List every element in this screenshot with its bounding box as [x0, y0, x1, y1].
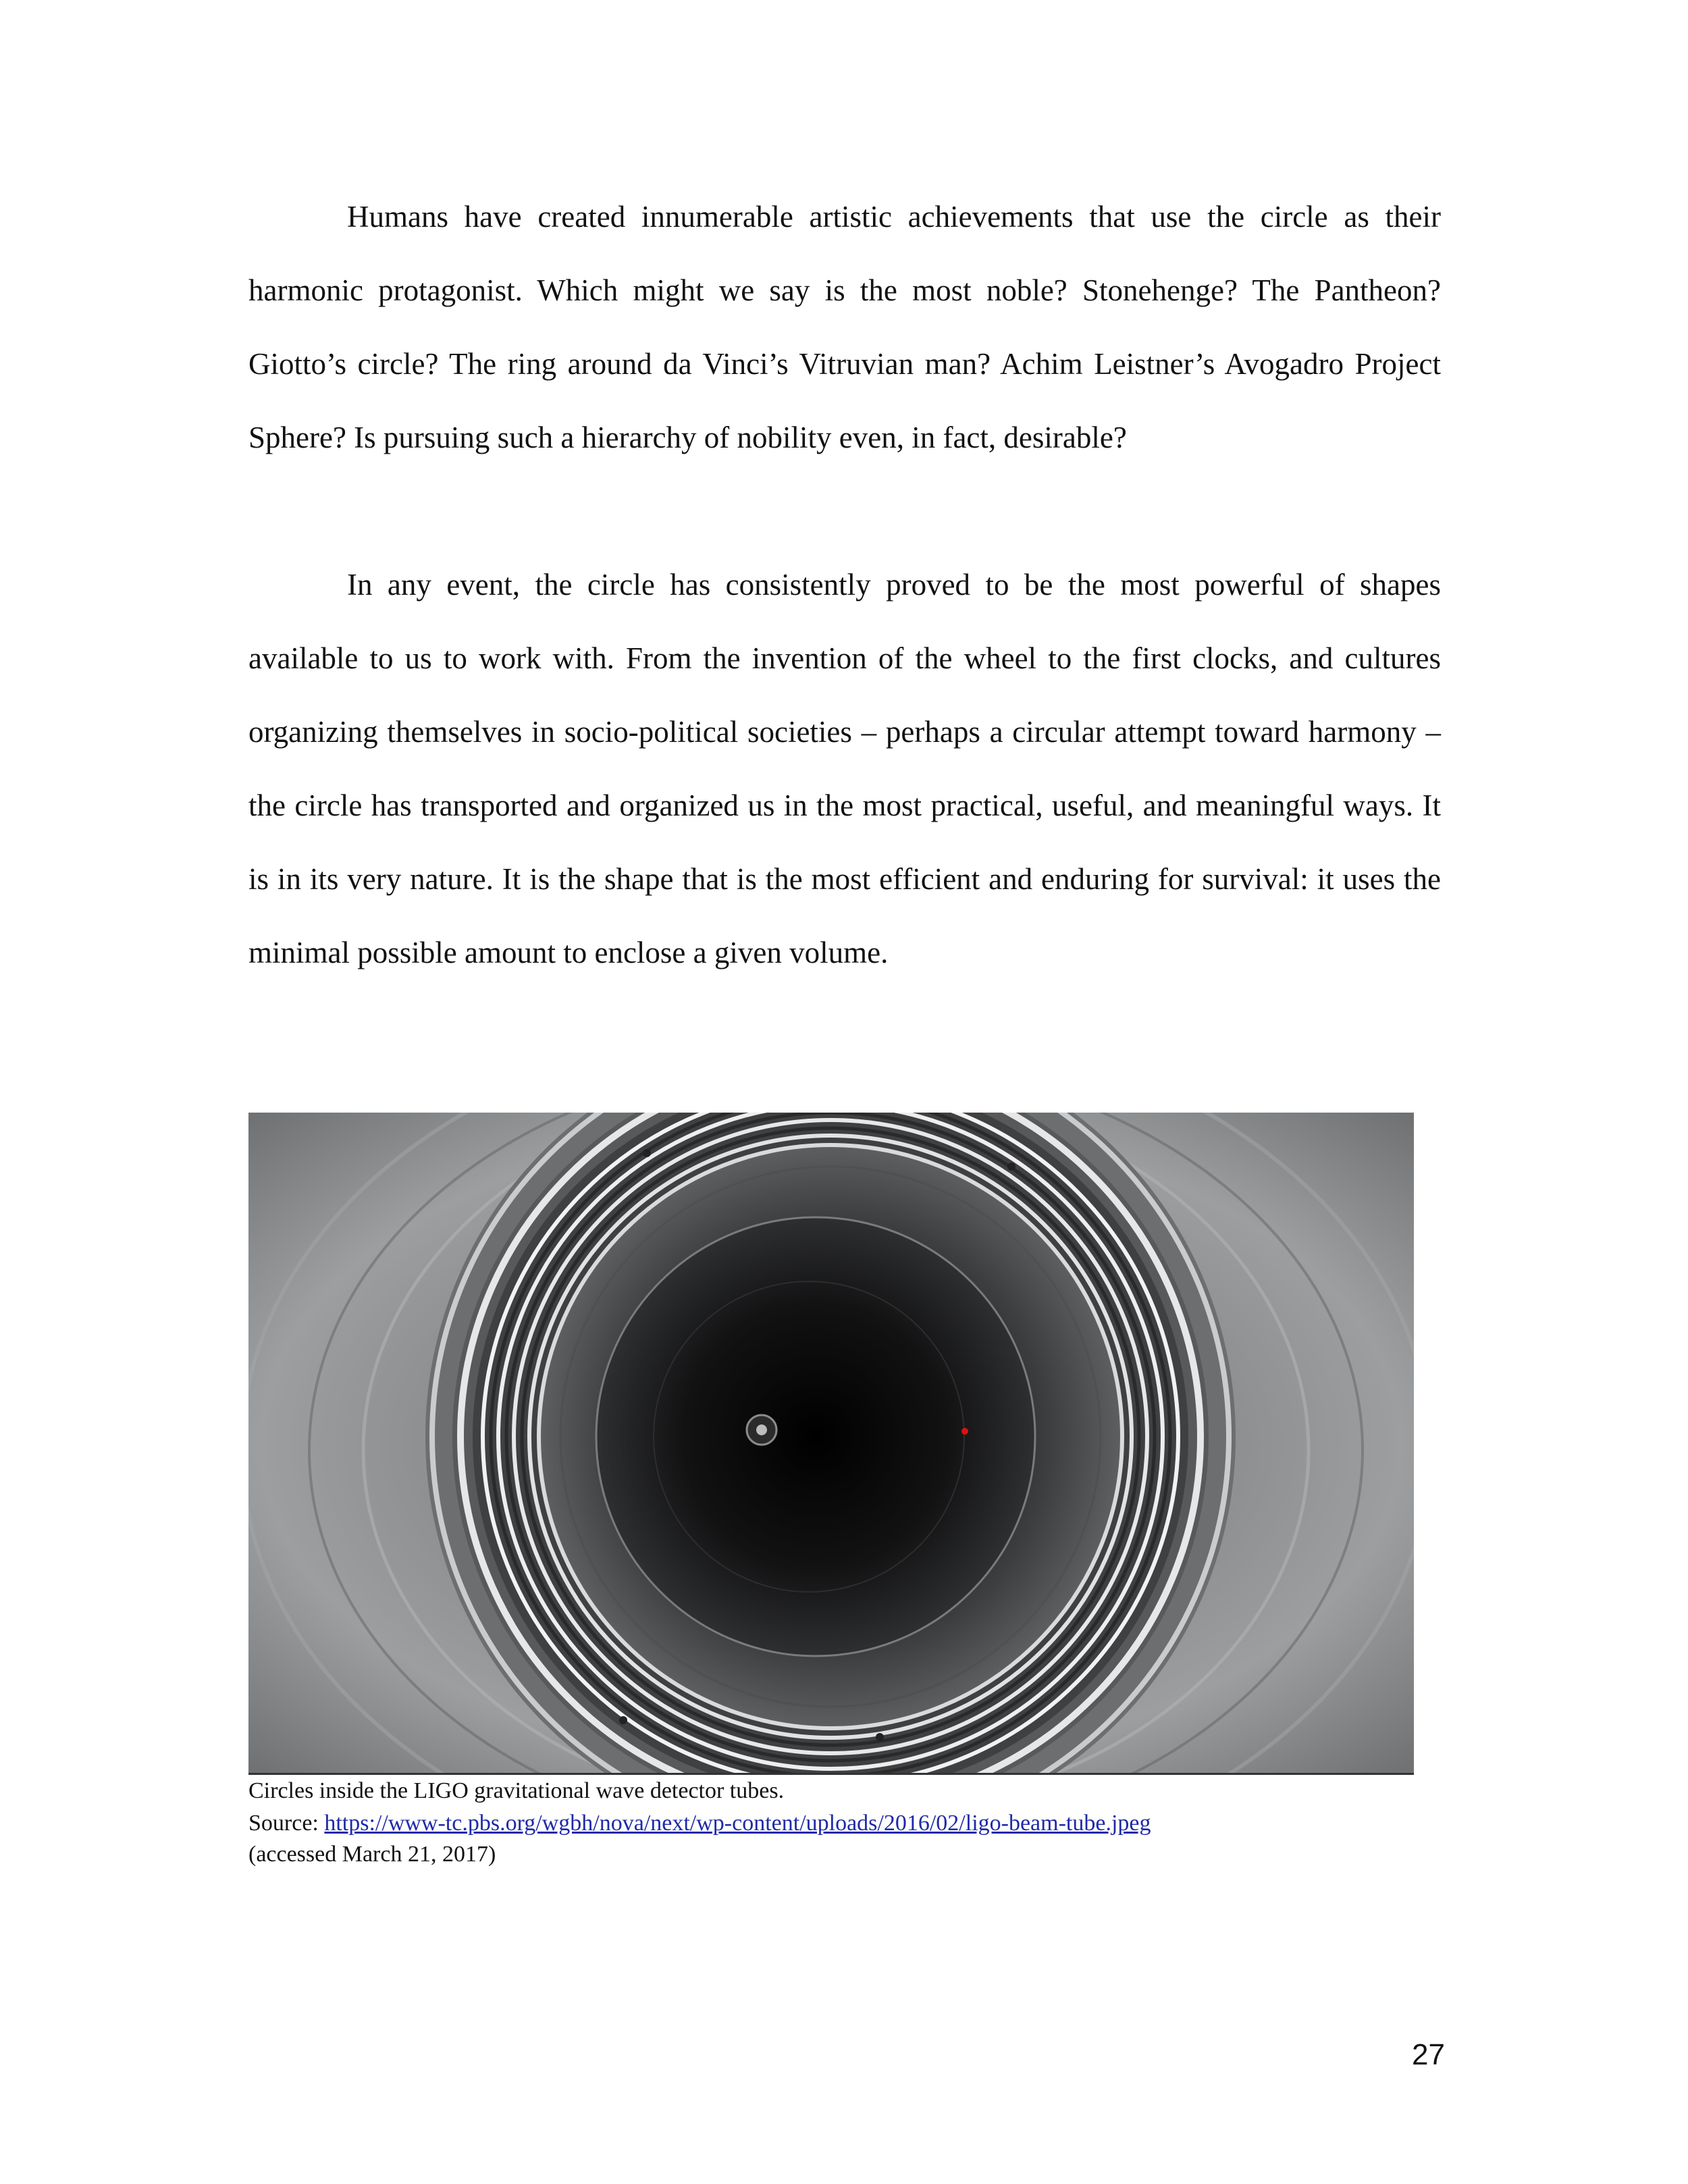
source-label: Source:	[248, 1811, 325, 1836]
paragraph-1: Humans have created innumerable artistic achievements that use the circle as their harmonic protagonist. Which might we say is the most noble? Stonehenge? The Pantheon? Giotto’s circle? The ring around da Vinci’s Vitruvian man? Achim Leistner’s Avogadro Project Sphere? Is pursuing such a hierarchy of nobility even, in fact, desirable?	[248, 200, 1441, 454]
figure-caption: Circles inside the LIGO gravitational wave detector tubes.	[248, 1778, 785, 1803]
ligo-tube-photo	[248, 1113, 1414, 1774]
figure-accessed-date: (accessed March 21, 2017)	[248, 1842, 496, 1867]
page-number: 27	[1412, 2038, 1445, 2071]
source-link[interactable]: https://www-tc.pbs.org/wgbh/nova/next/wp-content/uploads/2016/02/ligo-beam-tube.jpeg	[324, 1811, 1151, 1836]
paragraph-2: In any event, the circle has consistently proved to be the most powerful of shapes available to us to work with. From the invention of the wheel to the first clocks, and cultures organizing themselves in socio-political societies – perhaps a circular attempt toward harmony –the circle has transported and organized us in the most practical, useful, and meaningful ways. It is in its very nature. It is the shape that is the most efficient and enduring for survival: it uses the minimal possible amount to enclose a given volume.	[248, 568, 1441, 969]
figure-source	[248, 1807, 1531, 1840]
